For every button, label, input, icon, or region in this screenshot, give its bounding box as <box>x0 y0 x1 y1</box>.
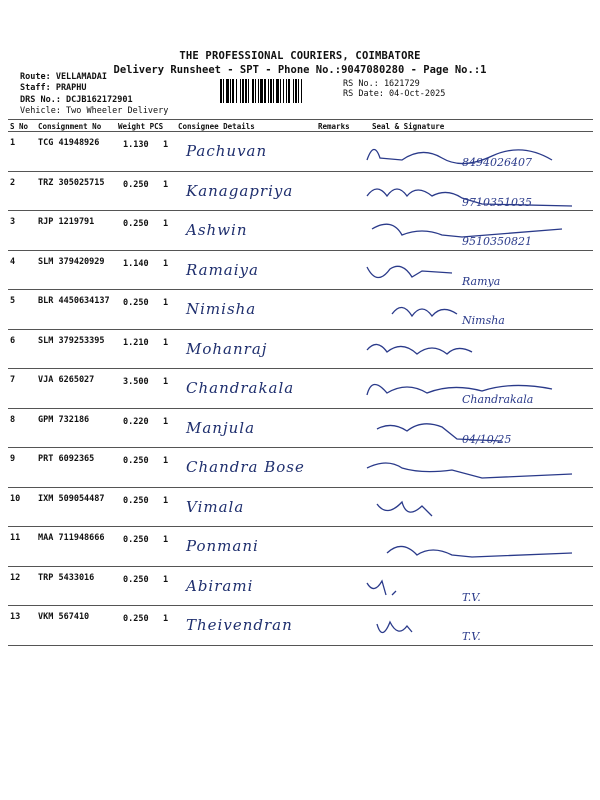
col-remarks: Remarks <box>318 122 350 131</box>
row-consignment-number: TRZ 305025715 <box>38 177 105 188</box>
signature-scribble <box>362 415 587 445</box>
header-top-rule <box>8 119 593 120</box>
row-consignment-number: VJA 6265027 <box>38 375 95 385</box>
row-pieces: 1 <box>163 495 169 506</box>
signature-note: 9510350821 <box>462 235 532 247</box>
signature-stroke <box>387 546 572 557</box>
row-pieces: 1 <box>163 337 169 348</box>
signature-scribble <box>362 138 587 168</box>
table-row <box>0 290 600 330</box>
signature-note: 9710351035 <box>462 195 532 208</box>
staff-label: Staff: PRAPHU <box>20 83 87 93</box>
row-consignment-number: PRT 6092365 <box>38 454 95 464</box>
row-consignee-handwritten: Chandrakala <box>186 379 295 397</box>
signature-note: 04/10/25 <box>462 432 512 445</box>
row-serial-number: 13 <box>10 612 21 622</box>
company-title: THE PROFESSIONAL COURIERS, COIMBATORE <box>179 50 421 62</box>
signature-note: T.V. <box>462 630 481 642</box>
table-row <box>0 330 600 370</box>
table-row <box>0 251 600 291</box>
row-serial-number: 10 <box>10 493 21 504</box>
row-consignee-handwritten: Abirami <box>186 576 254 595</box>
signature-scribble <box>362 217 587 247</box>
vehicle-label: Vehicle: Two Wheeler Delivery <box>20 106 169 116</box>
signature-note: Nimsha <box>462 314 505 326</box>
signature-scribble <box>362 573 587 603</box>
row-pieces: 1 <box>163 574 169 585</box>
drs-label: DRS No.: DCJB162172901 <box>20 95 133 105</box>
row-pieces: 1 <box>163 258 169 269</box>
barcode-image <box>220 79 338 103</box>
row-consignment-number: MAA 711948666 <box>38 533 105 543</box>
row-consignee-handwritten: Vimala <box>186 497 245 516</box>
row-pieces: 1 <box>163 614 169 624</box>
row-weight: 3.500 <box>123 377 149 387</box>
signature-stroke <box>367 463 572 478</box>
table-row <box>0 606 600 646</box>
col-consignee: Consignee Details <box>178 122 255 131</box>
row-consignment-number: SLM 379420929 <box>38 256 105 267</box>
signature-stroke <box>377 622 412 633</box>
row-pieces: 1 <box>163 140 169 150</box>
row-consignment-number: VKM 567410 <box>38 612 90 622</box>
signature-scribble <box>362 533 587 563</box>
row-weight: 1.130 <box>123 140 149 150</box>
table-row <box>0 527 600 567</box>
row-pieces: 1 <box>163 219 169 229</box>
table-row <box>0 448 600 488</box>
runsheet-subtitle: Delivery Runsheet - SPT - Phone No.:9047080280 - Page No.:1 <box>113 64 487 76</box>
row-pieces: 1 <box>163 377 169 387</box>
col-weight-pcs: Weight PCS <box>118 122 164 131</box>
row-pieces: 1 <box>163 456 169 466</box>
rs-date: RS Date: 04-Oct-2025 <box>343 89 446 99</box>
signature-stroke <box>367 344 472 354</box>
signature-scribble <box>362 336 587 366</box>
row-consignee-handwritten: Pachuvan <box>186 142 268 160</box>
row-consignee-handwritten: Theivendran <box>186 616 293 634</box>
table-row <box>0 409 600 449</box>
row-weight: 0.250 <box>123 574 149 585</box>
signature-note: 8494026407 <box>462 156 532 168</box>
row-weight: 0.250 <box>123 614 149 624</box>
table-row <box>0 488 600 528</box>
row-consignee-handwritten: Chandra Bose <box>186 458 305 476</box>
row-weight: 0.250 <box>123 298 149 308</box>
row-weight: 0.250 <box>123 495 149 506</box>
row-weight: 0.250 <box>123 179 149 190</box>
row-serial-number: 4 <box>10 256 16 267</box>
signature-scribble <box>362 454 587 484</box>
signature-note: Chandrakala <box>462 393 534 405</box>
row-serial-number: 1 <box>10 138 16 148</box>
row-weight: 0.220 <box>123 416 149 427</box>
route-label: Route: VELLAMADAI <box>20 72 107 82</box>
row-consignee-handwritten: Ramaiya <box>186 260 259 279</box>
row-weight: 1.140 <box>123 258 149 269</box>
table-row <box>0 211 600 251</box>
row-divider <box>8 645 593 646</box>
row-pieces: 1 <box>163 179 169 190</box>
table-row <box>0 567 600 607</box>
table-row <box>0 369 600 409</box>
signature-scribble <box>362 178 587 208</box>
row-serial-number: 11 <box>10 533 21 543</box>
signature-note: T.V. <box>462 590 481 603</box>
col-sno: S No <box>10 122 29 131</box>
row-consignee-handwritten: Manjula <box>186 418 256 437</box>
row-pieces: 1 <box>163 298 169 308</box>
signature-note: Ramya <box>462 274 501 287</box>
signature-stroke <box>392 307 457 316</box>
rs-number: RS No.: 1621729 <box>343 79 420 89</box>
table-row <box>0 132 600 172</box>
row-serial-number: 5 <box>10 296 16 306</box>
table-row <box>0 172 600 212</box>
row-consignee-handwritten: Ponmani <box>186 537 259 555</box>
signature-stroke <box>377 502 432 516</box>
row-consignment-number: TRP 5433016 <box>38 572 95 583</box>
signature-scribble <box>362 494 587 524</box>
col-seal-signature: Seal & Signature <box>372 122 445 131</box>
row-consignment-number: IXM 509054487 <box>38 493 105 504</box>
signature-scribble <box>362 257 587 287</box>
row-serial-number: 2 <box>10 177 16 188</box>
row-consignee-handwritten: Mohanraj <box>186 339 268 358</box>
signature-stroke <box>367 581 396 595</box>
row-consignment-number: SLM 379253395 <box>38 335 105 346</box>
row-pieces: 1 <box>163 535 169 545</box>
row-consignment-number: GPM 732186 <box>38 414 90 425</box>
row-serial-number: 7 <box>10 375 16 385</box>
row-weight: 0.250 <box>123 535 149 545</box>
row-consignee-handwritten: Ashwin <box>186 221 248 239</box>
row-consignee-handwritten: Nimisha <box>186 300 257 318</box>
signature-scribble <box>362 375 587 405</box>
col-consignment: Consignment No <box>38 122 102 131</box>
row-serial-number: 3 <box>10 217 16 227</box>
row-serial-number: 6 <box>10 335 16 346</box>
row-serial-number: 8 <box>10 414 16 425</box>
row-serial-number: 12 <box>10 572 21 583</box>
row-weight: 0.250 <box>123 219 149 229</box>
signature-scribble <box>362 296 587 326</box>
signature-stroke <box>367 266 452 277</box>
signature-scribble <box>362 612 587 642</box>
row-consignment-number: TCG 41948926 <box>38 138 100 148</box>
row-weight: 0.250 <box>123 456 149 466</box>
row-serial-number: 9 <box>10 454 16 464</box>
row-consignment-number: BLR 4450634137 <box>38 296 110 306</box>
row-consignment-number: RJP 1219791 <box>38 217 95 227</box>
row-consignee-handwritten: Kanagapriya <box>186 181 294 200</box>
row-weight: 1.210 <box>123 337 149 348</box>
row-pieces: 1 <box>163 416 169 427</box>
